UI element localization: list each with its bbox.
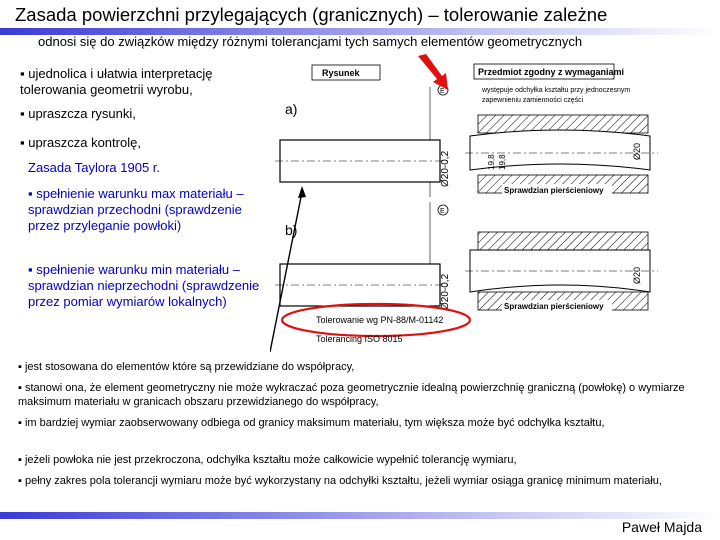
bullet-drawings: ▪ upraszcza rysunki, [20, 106, 136, 121]
label-a: a) [285, 101, 298, 117]
bullet-min-material: ▪ spełnienie warunku min materiału – sprawdzian nieprzechodni (sprawdzenie przez pomiar wymiarów lokalnych) [28, 262, 260, 309]
dim-b: Ø20-0,2 [440, 273, 451, 310]
sprawdzian-label-bottom: Sprawdzian pierścieniowy [504, 302, 604, 311]
red-arrow-icon [418, 54, 448, 90]
przedmiot-label: Przedmiot zgodny z wymaganiami [478, 67, 625, 77]
taylor-principle-heading: Zasada Taylora 1905 r. [28, 160, 161, 175]
point-envelope: ▪ stanowi ona, że element geometryczny nie może wykraczać poza geometrycznie idealną powierzchnię graniczną (powłokę) o wymiarze maksimum materiału w granicach obszaru przewidzianego do współpracy, [18, 382, 685, 408]
dim-a: Ø20-0,2 [440, 150, 451, 187]
tolerancing-label: Tolerancing ISO 8015 [316, 334, 403, 344]
note-line-2: zapewnieniu zamienności części [482, 97, 584, 104]
tolerance-drawing [270, 52, 720, 354]
page-subtitle: odnosi się do związków między różnymi tolerancjami tych samych elementów geometrycznych [38, 34, 583, 49]
sprawdzian-label-top: Sprawdzian pierścieniowy [504, 186, 604, 195]
dim-19-8-top: 19,8 [487, 154, 496, 170]
point-form-fill: ▪ jeżeli powłoka nie jest przekroczona, odchyłka kształtu może całkowicie wypełnić tolerancję wymiaru, [18, 454, 517, 466]
bullet-unify: ▪ ujednolica i ułatwia interpretację tolerowania geometrii wyrobu, [20, 66, 213, 97]
envelope-symbol-a: E [440, 88, 445, 95]
author-name: Paweł Majda [621, 519, 702, 535]
bullet-inspection: ▪ upraszcza kontrolę, [20, 135, 141, 150]
page-title: Zasada powierzchni przylegających (granicznych) – tolerowanie zależne [15, 4, 608, 25]
bullet-max-material: ▪ spełnienie warunku max materiału – sprawdzian przechodni (sprawdzenie przez przyleganie powłoki) [28, 186, 244, 233]
bottom-divider-bar [0, 512, 720, 519]
point-full-range: ▪ pełny zakres pola tolerancji wymiaru może być wykorzystany na odchyłki kształtu, jeżeli wymiar osiąga granicę minimum materiału, [18, 475, 662, 487]
label-b: b) [285, 222, 298, 238]
dim-19-8-left: 19,8 [498, 154, 507, 170]
point-deviation: ▪ im bardziej wymiar zaobserwowany odbiega od granicy maksimum materiału, tym większa może być odchyłka kształtu, [18, 417, 605, 429]
dim-20-bottom: Ø20 [632, 266, 642, 284]
note-line-1: występuje odchyłka kształtu przy jednoczesnym [482, 87, 631, 94]
dim-20-top: Ø20 [632, 142, 642, 160]
tolerowanie-label: Tolerowanie wg PN-88/M-01142 [316, 315, 444, 325]
point-cooperation: ▪ jest stosowana do elementów które są przewidziane do współpracy, [18, 361, 355, 373]
envelope-symbol-b: E [440, 208, 445, 215]
rysunek-label: Rysunek [322, 68, 360, 78]
